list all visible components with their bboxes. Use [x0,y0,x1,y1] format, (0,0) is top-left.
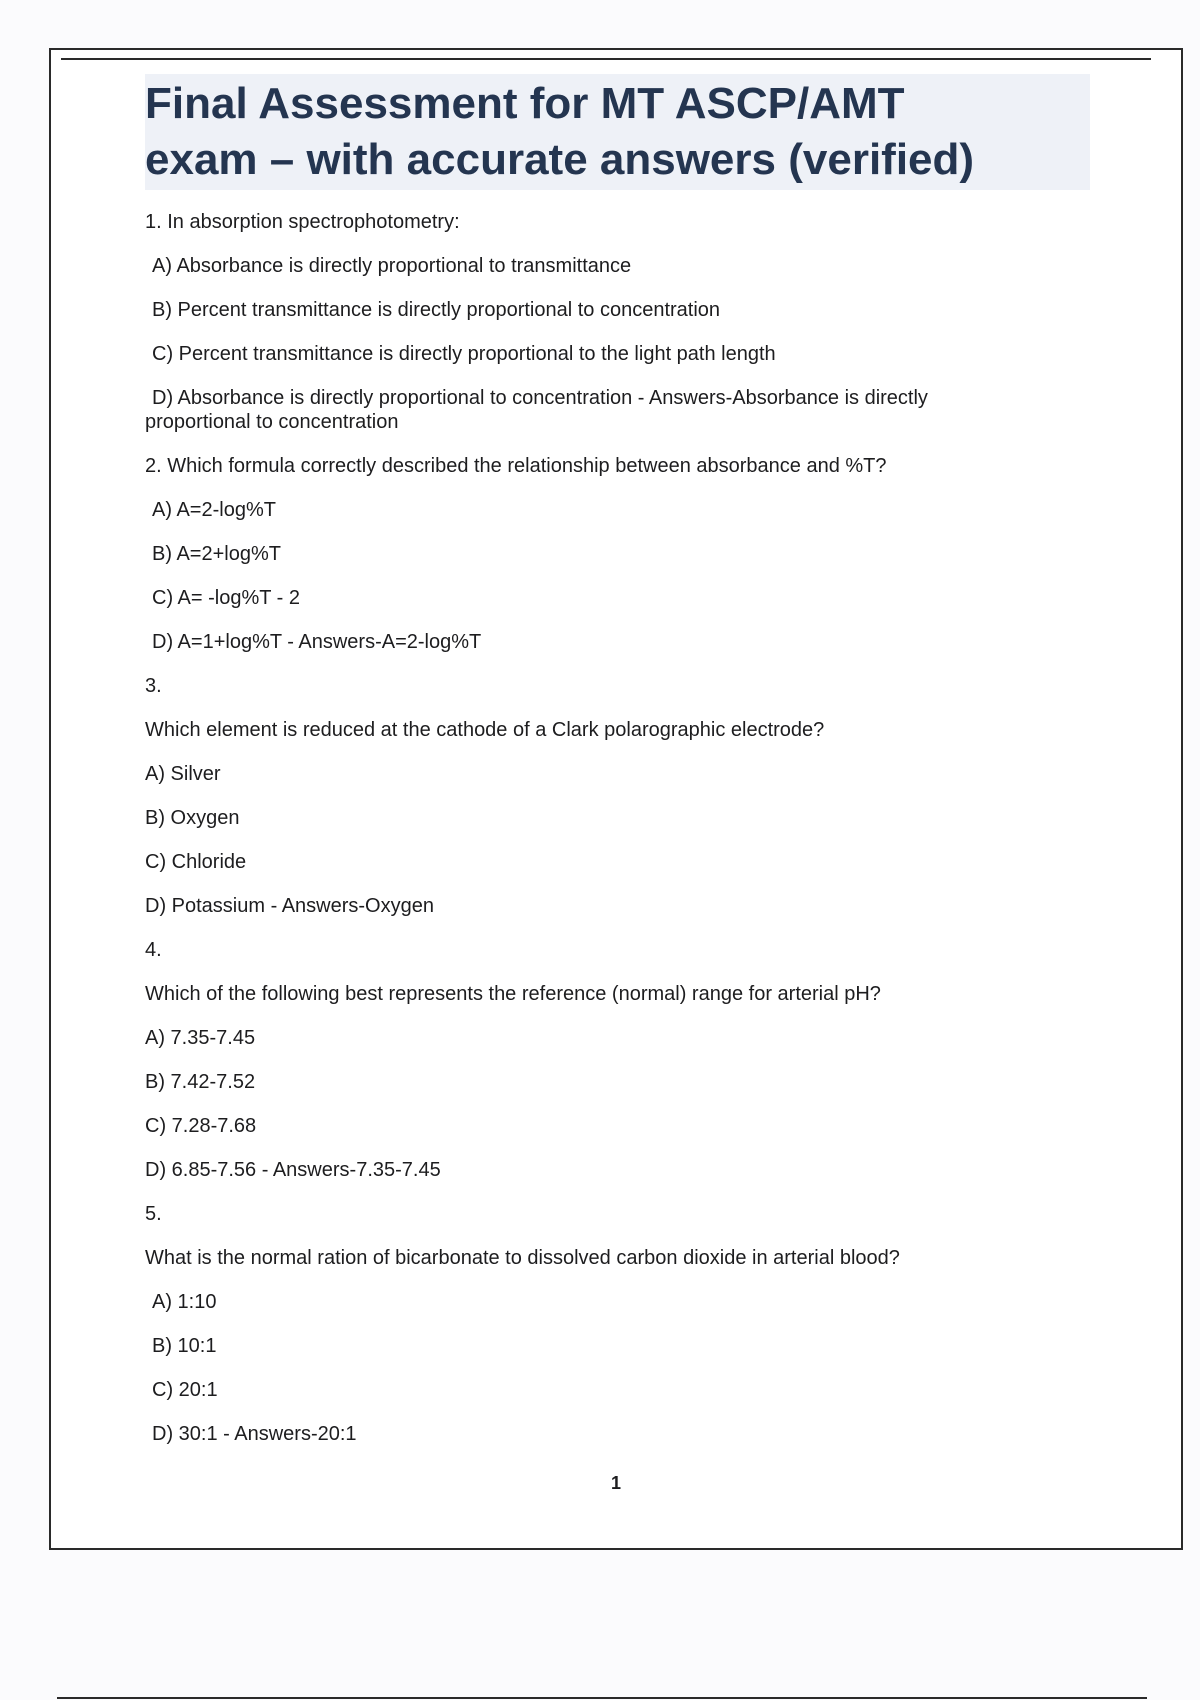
question-1-stem: 1. In absorption spectrophotometry: [145,211,460,233]
question-5-number: 5. [145,1203,162,1225]
question-1-option-d-line-1: D) Absorbance is directly proportional to concentration - Answers-Absorbance is directly [152,387,928,409]
question-5-option-b: B) 10:1 [152,1335,217,1357]
next-page-top-rule [57,1697,1147,1699]
page-number: 1 [610,1473,621,1493]
question-1-option-c: C) Percent transmittance is directly proportional to the light path length [152,343,776,365]
question-2-option-a: A) A=2-log%T [152,499,276,521]
title-line-1: Final Assessment for MT ASCP/AMT [145,79,905,128]
question-4-option-b: B) 7.42-7.52 [145,1071,256,1093]
question-2-option-d: D) A=1+log%T - Answers-A=2-log%T [152,631,482,653]
question-5-option-d: D) 30:1 - Answers-20:1 [152,1423,357,1445]
question-5-stem: What is the normal ration of bicarbonate to dissolved carbon dioxide in arterial blood? [145,1247,900,1269]
question-5-option-c: C) 20:1 [152,1379,218,1401]
question-3-option-d: D) Potassium - Answers-Oxygen [145,895,434,917]
question-4-option-c: C) 7.28-7.68 [145,1115,257,1137]
question-4-number: 4. [145,939,162,961]
question-4-option-d: D) 6.85-7.56 - Answers-7.35-7.45 [145,1159,441,1181]
question-2-option-c: C) A= -log%T - 2 [152,587,301,609]
question-5-option-a: A) 1:10 [152,1291,217,1313]
question-3-number: 3. [145,675,162,697]
question-list [145,210,1105,1466]
question-3-option-b: B) Oxygen [145,807,240,829]
document-title [145,74,1090,190]
title-line-2: exam – with accurate answers (verified) [145,135,975,184]
question-2-stem: 2. Which formula correctly described the relationship between absorbance and %T? [145,455,887,477]
question-3-stem: Which element is reduced at the cathode of a Clark polarographic electrode? [145,719,825,741]
question-4-stem: Which of the following best represents the reference (normal) range for arterial pH? [145,983,881,1005]
question-1-option-a: A) Absorbance is directly proportional to transmittance [152,255,632,277]
question-3-option-c: C) Chloride [145,851,247,873]
document-page [49,48,1183,1550]
question-1-option-d [145,386,1105,434]
question-1-option-b: B) Percent transmittance is directly proportional to concentration [152,299,721,321]
top-rule [61,58,1151,60]
question-3-option-a: A) Silver [145,763,221,785]
question-4-option-a: A) 7.35-7.45 [145,1027,256,1049]
question-2-option-b: B) A=2+log%T [152,543,281,565]
question-1-option-d-line-2: proportional to concentration [145,411,399,433]
